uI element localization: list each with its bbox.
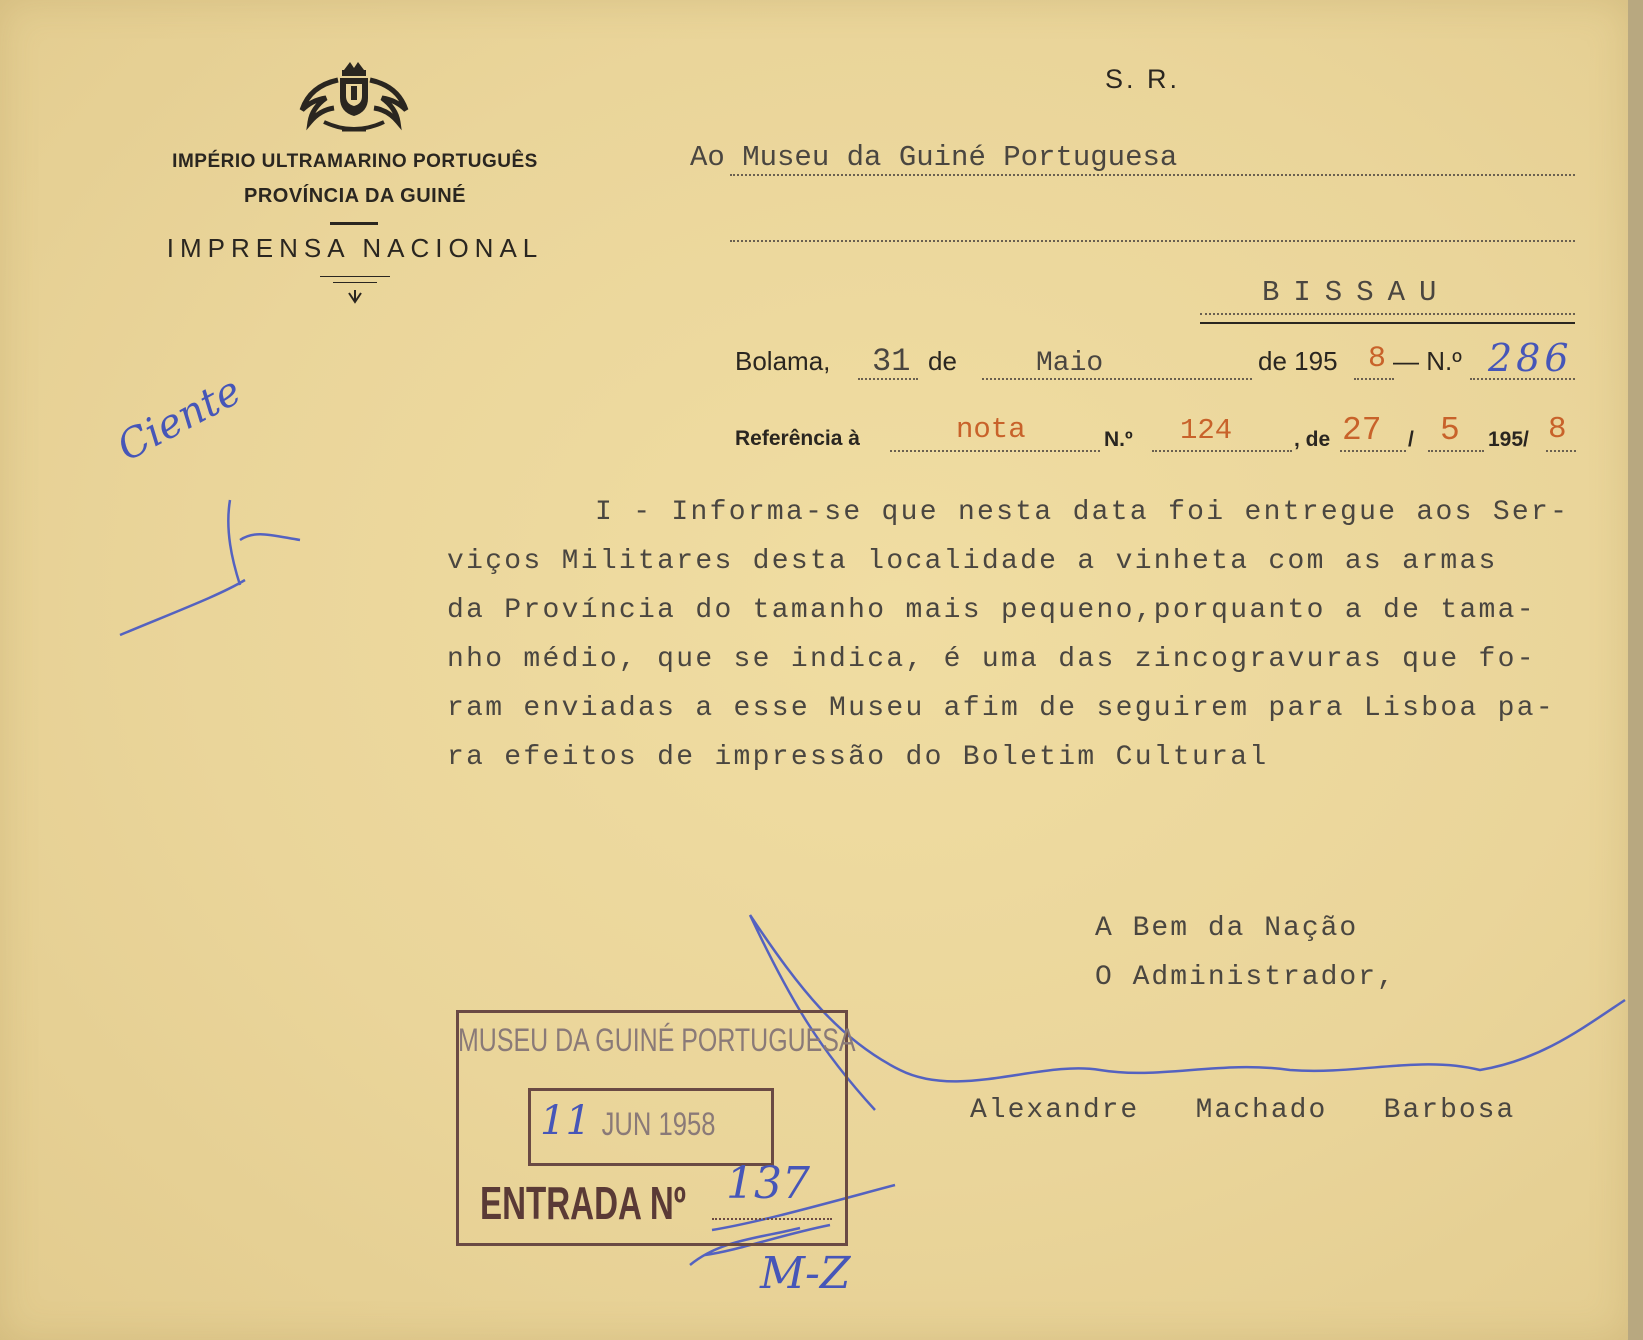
document-number: 286 xyxy=(1488,336,1573,380)
reference-month-line xyxy=(1428,450,1484,452)
reference-year-label: 195/ xyxy=(1488,428,1529,451)
letterhead-province: PROVÍNCIA DA GUINÉ xyxy=(244,185,466,207)
coat-of-arms-icon xyxy=(302,62,406,130)
date-day: 31 xyxy=(872,343,911,380)
letterhead-empire: IMPÉRIO ULTRAMARINO PORTUGUÊS xyxy=(172,151,538,172)
body-line: viços Militares desta localidade a vinheta com as armas xyxy=(447,546,1498,577)
reference-number: 124 xyxy=(1180,414,1233,447)
ornament-icon xyxy=(349,290,361,302)
administrator-signature xyxy=(750,915,1625,1110)
city-line xyxy=(1200,313,1575,315)
stamp-date xyxy=(560,1106,715,1143)
reference-day: 27 xyxy=(1342,412,1382,449)
letterhead-press: IMPRENSA NACIONAL xyxy=(166,233,544,263)
reference-label: Referência à xyxy=(735,427,860,450)
document-number-line xyxy=(1470,378,1575,380)
document-number-label: — N.º xyxy=(1393,346,1462,376)
letterhead-divider xyxy=(330,222,378,225)
date-month-line xyxy=(982,378,1252,380)
date-place: Bolama, xyxy=(735,346,831,376)
reference-slash: / xyxy=(1408,428,1414,451)
margin-initials-scrawl xyxy=(120,500,300,635)
stamp-header: MUSEU DA GUINÉ PORTUGUESA xyxy=(458,1022,856,1058)
letterhead-rule xyxy=(333,282,377,283)
date-month: Maio xyxy=(1036,348,1104,379)
body-line: ra efeitos de impressão do Boletim Cultural xyxy=(447,742,1269,773)
reference-month: 5 xyxy=(1440,412,1460,449)
reference-type: nota xyxy=(956,413,1026,446)
addressee: Ao Museu da Guiné Portuguesa xyxy=(690,141,1178,174)
stamp-entry-number: 137 xyxy=(726,1158,810,1209)
salutation-sr: S. R. xyxy=(1105,64,1181,94)
bottom-note: M-Z xyxy=(760,1248,851,1299)
date-year-line xyxy=(1354,378,1394,380)
date-year-digit: 8 xyxy=(1368,342,1387,376)
reference-type-line xyxy=(890,450,1100,452)
margin-note: Ciente xyxy=(110,367,249,471)
body-line: nho médio, que se indica, é uma das zincogravuras que fo- xyxy=(447,644,1536,675)
closing-title: O Administrador, xyxy=(1095,962,1396,993)
body-line: da Província do tamanho mais pequeno,porquanto a de tama- xyxy=(447,595,1536,626)
closing-salutation: A Bem da Nação xyxy=(1095,913,1359,944)
date-year-label: de 195 xyxy=(1258,346,1338,376)
date-de: de xyxy=(928,346,957,376)
stamp-day: 11 xyxy=(540,1098,591,1144)
date-day-line xyxy=(858,378,918,380)
reference-number-line xyxy=(1152,450,1292,452)
city: BISSAU xyxy=(1262,276,1451,309)
reference-de-label: , de xyxy=(1294,428,1331,451)
stamp-number-line xyxy=(712,1218,832,1220)
city-rule xyxy=(1200,322,1575,324)
stamp-entrada-label: ENTRADA Nº xyxy=(480,1177,686,1229)
body-line: I - Informa-se que nesta data foi entregue aos Ser- xyxy=(595,497,1570,528)
body-line: ram enviadas a esse Museu afim de seguirem para Lisboa pa- xyxy=(447,693,1555,724)
reference-year-digit: 8 xyxy=(1548,412,1567,447)
reference-day-line xyxy=(1340,450,1406,452)
letterhead-rule xyxy=(320,276,390,277)
address-line xyxy=(730,174,1575,176)
signer-name: Alexandre Machado Barbosa xyxy=(970,1095,1516,1126)
reference-year-line xyxy=(1546,450,1576,452)
stamp-date-text: JUN 1958 xyxy=(601,1106,716,1142)
reference-number-label: N.º xyxy=(1104,428,1133,451)
address-line xyxy=(730,240,1575,242)
